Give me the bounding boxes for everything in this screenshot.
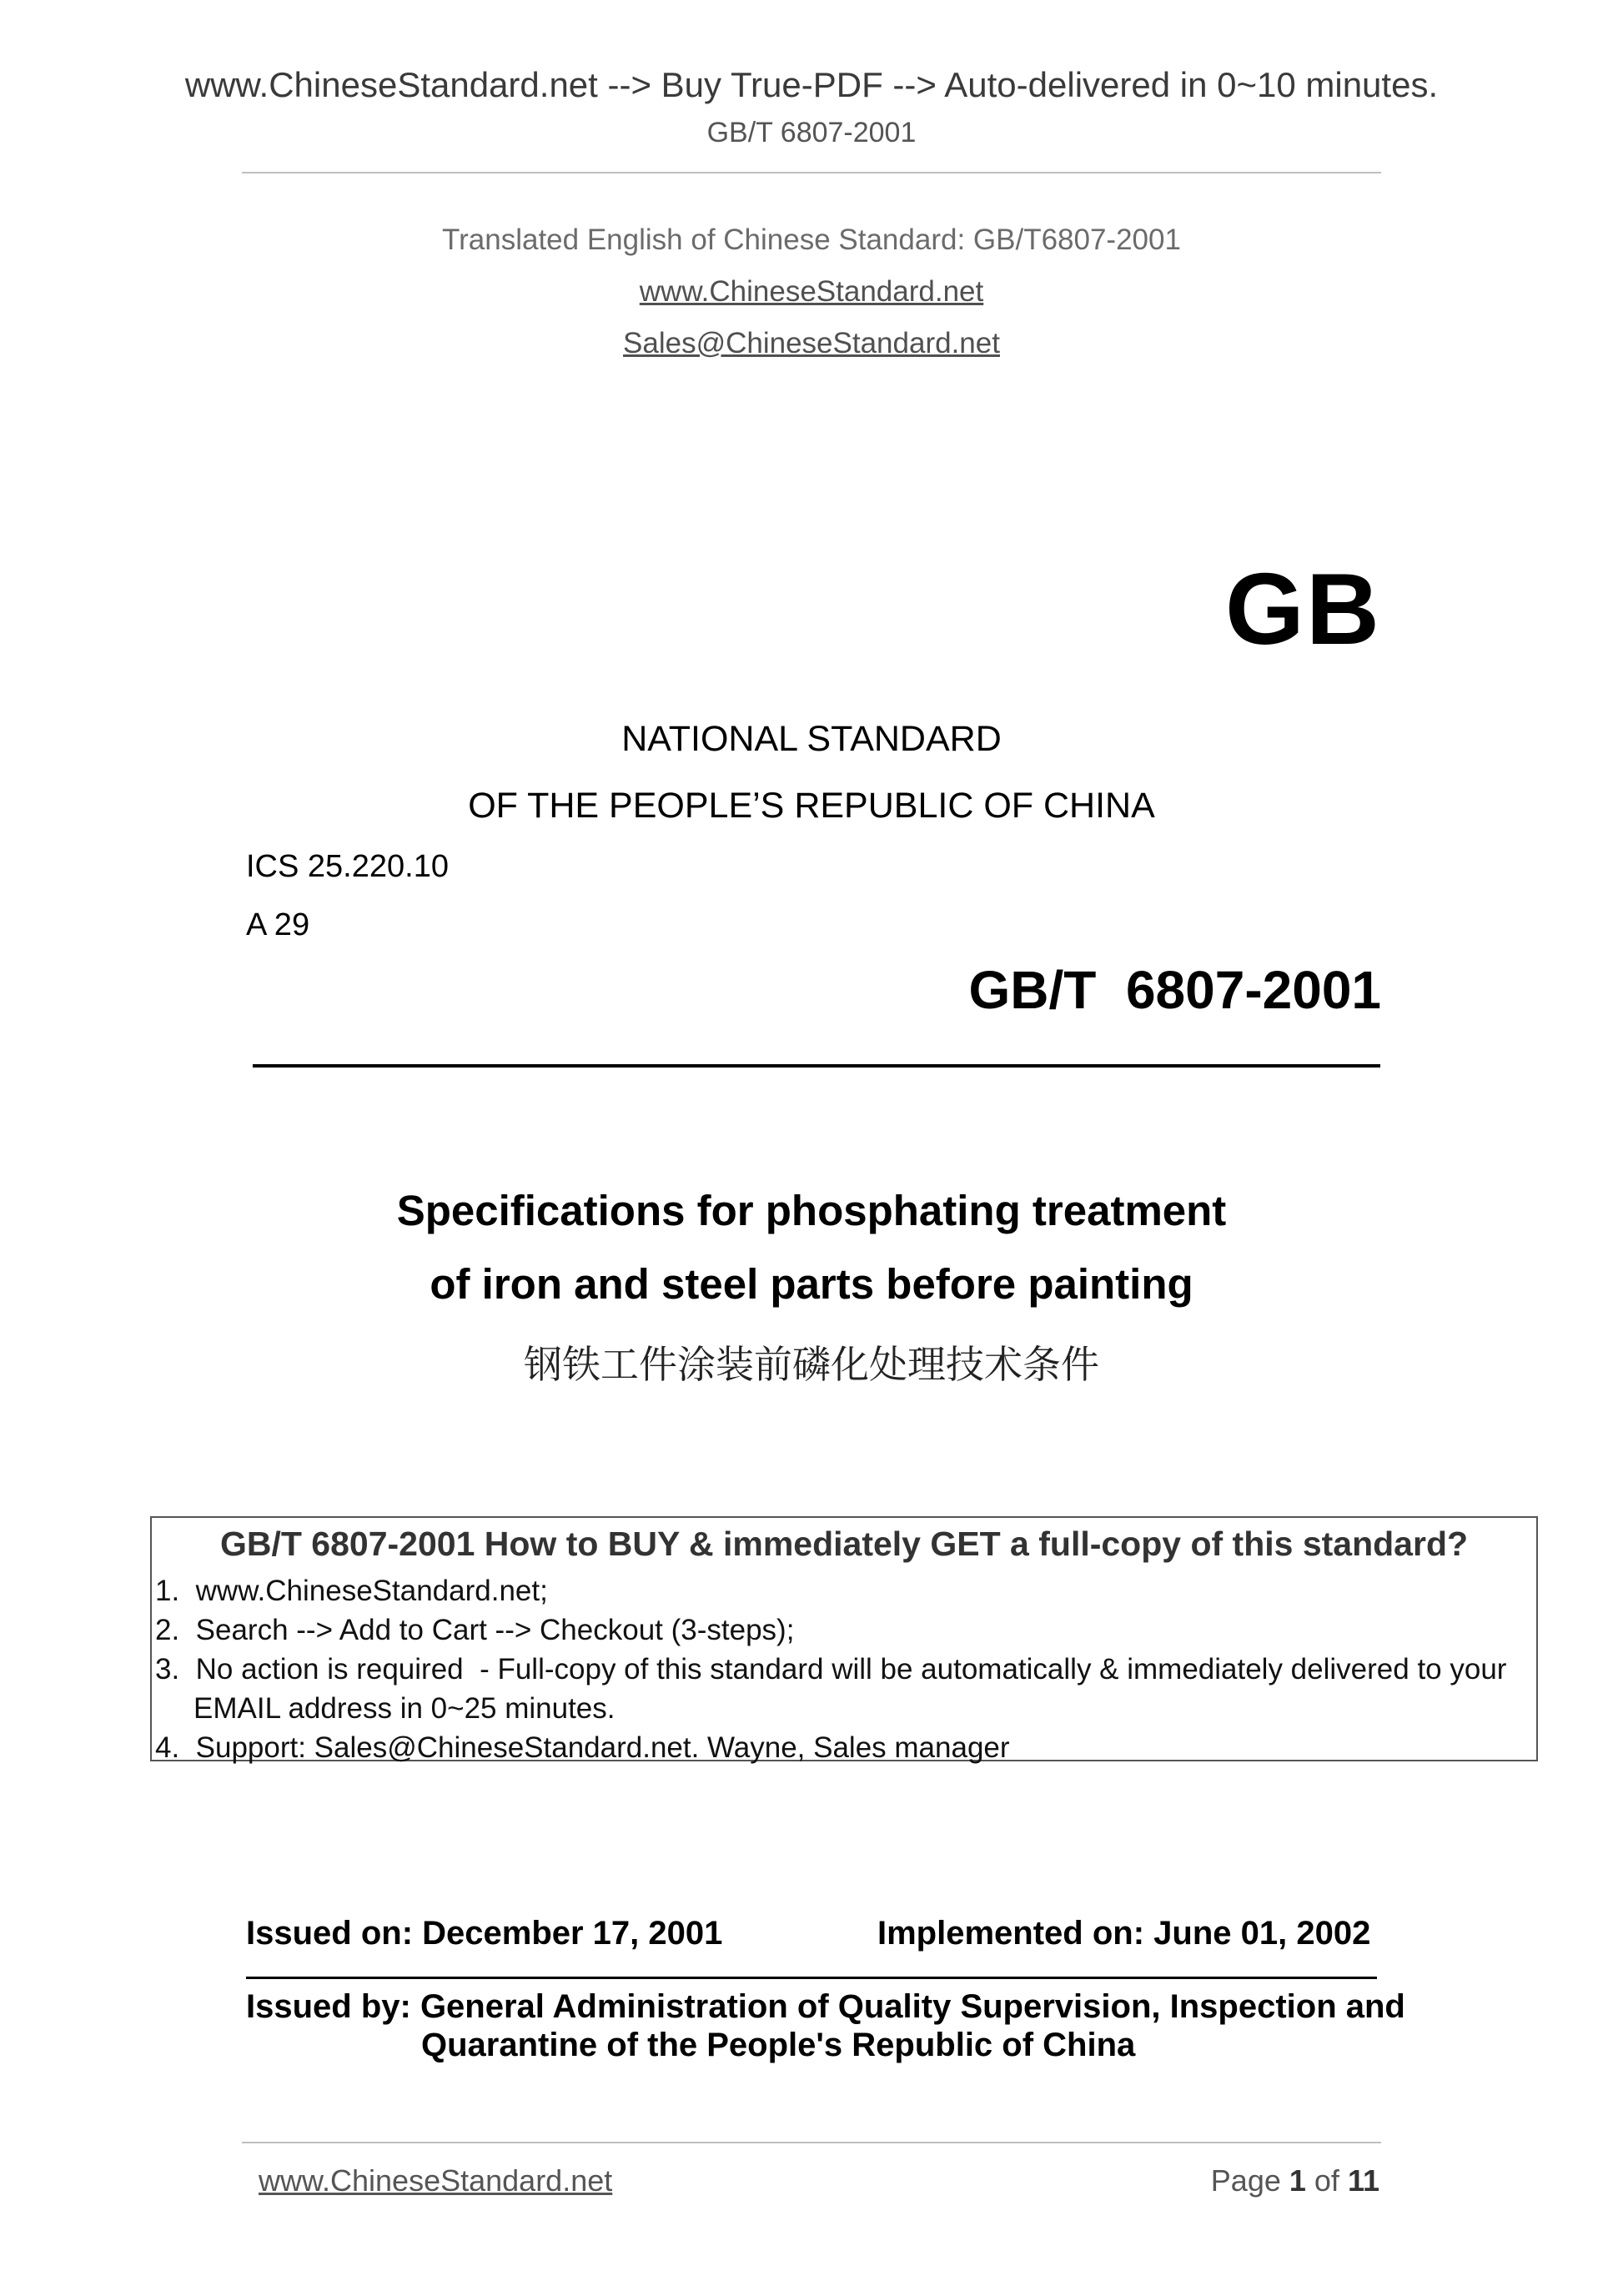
header-promo: www.ChineseStandard.net --> Buy True-PDF --> Auto-delivered in 0~10 minutes. [184,65,1439,104]
issued-by-line1: Issued by: General Administration of Quality Supervision, Inspection and [246,1988,1405,2025]
issue-divider [246,1977,1377,1979]
page-prefix: Page [1210,2163,1289,2198]
header-divider [242,172,1381,173]
page-of: of [1305,2163,1348,2198]
standard-number-rule [253,1064,1380,1068]
ccs-code: A 29 [246,907,310,942]
buy-steps-list [153,1571,1536,1767]
title-line1: Specifications for phosphating treatment [396,1187,1227,1234]
footer-website-link[interactable]: www.ChineseStandard.net [259,2163,613,2198]
buy-box-title: GB/T 6807-2001 How to BUY & immediately GET a full-copy of this standard? [219,1525,1469,1563]
issued-on: Issued on: December 17, 2001 [246,1915,723,1952]
national-standard-line2: OF THE PEOPLE’S REPUBLIC OF CHINA [468,786,1155,826]
website-link[interactable]: www.ChineseStandard.net [639,275,984,308]
title-chinese: 钢铁工件涂装前磷化处理技术条件 [524,1342,1099,1387]
buy-step: 1. www.ChineseStandard.net; [155,1575,548,1607]
issued-by-line2: Quarantine of the People's Republic of China [421,2027,1136,2063]
page-indicator [1211,2163,1379,2198]
footer-divider [242,2142,1381,2143]
header-standard-code: GB/T 6807-2001 [706,117,917,148]
email-link-row [0,327,1623,360]
national-standard-line1: NATIONAL STANDARD [621,719,1002,759]
gb-mark: GB [1225,552,1381,666]
website-link-row [0,275,1623,309]
page-total: 11 [1347,2163,1379,2198]
buy-step: 3. No action is required - Full-copy of this standard will be automatically & immediately delivered to your EMAIL address in 0~25 minutes. [155,1653,1515,1725]
page-current: 1 [1289,2163,1306,2198]
implemented-on: Implemented on: June 01, 2002 [877,1915,1371,1952]
translation-note: Translated English of Chinese Standard: GB/T6807-2001 [442,224,1181,256]
title-line2: of iron and steel parts before painting [430,1260,1193,1308]
email-link[interactable]: Sales@ChineseStandard.net [623,327,1000,359]
buy-info-box [150,1516,1538,1764]
ics-code: ICS 25.220.10 [246,849,449,884]
buy-step: 2. Search --> Add to Cart --> Checkout (3-steps); [155,1614,795,1646]
standard-number: GB/T 6807-2001 [968,960,1381,1020]
buy-step: 4. Support: Sales@ChineseStandard.net. Wayne, Sales manager [155,1731,1010,1764]
